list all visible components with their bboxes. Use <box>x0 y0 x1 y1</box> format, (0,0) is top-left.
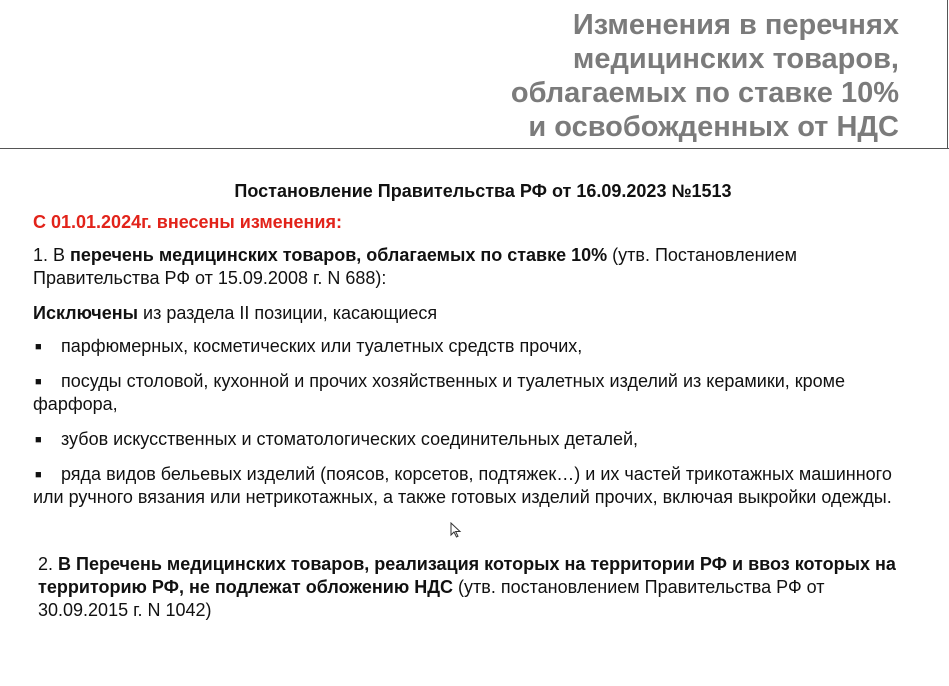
item-1-suffix: (утв. Постановлением Правительства РФ от 15.09.2008 г. N 688): <box>33 245 797 288</box>
excluded-bold: Исключены <box>33 303 139 323</box>
header-divider <box>0 148 949 149</box>
item-2-prefix: 2. <box>38 554 59 574</box>
list-item-text: посуды столовой, кухонной и прочих хозяйственных и туалетных изделий из керамики, кроме фарфора, <box>33 371 846 414</box>
bullet-icon: ■ <box>35 434 42 446</box>
changes-heading: С 01.01.2024г. внесены изменения: <box>33 212 342 232</box>
item-1-paragraph <box>33 244 913 290</box>
item-1-prefix: 1. В <box>33 245 71 265</box>
bullet-icon: ■ <box>35 376 42 388</box>
list-item-text: зубов искусственных и стоматологических соединительных деталей, <box>61 429 639 449</box>
list-item-text: парфюмерных, косметических или туалетных средств прочих, <box>61 336 583 356</box>
excluded-text: из раздела II позиции, касающиеся <box>138 303 438 323</box>
excluded-list <box>33 335 913 509</box>
list-item <box>33 335 913 358</box>
slide-body <box>33 180 913 622</box>
slide-title-line: облагаемых по ставке 10% <box>510 77 899 109</box>
list-item-text: ряда видов бельевых изделий (поясов, корсетов, подтяжек…) и их частей трикотажных машинного или ручного вязания или нетрикотажных, а также готовых изделий прочих, включая выкройки одежды. <box>33 464 892 507</box>
bullet-icon: ■ <box>35 469 42 481</box>
list-item <box>33 370 913 416</box>
item-1-bold: перечень медицинских товаров, облагаемых по ставке 10% <box>70 245 608 265</box>
list-item <box>33 463 913 509</box>
list-item <box>33 428 913 451</box>
bullet-icon: ■ <box>35 341 42 353</box>
decree-heading: Постановление Правительства РФ от 16.09.2023 №1513 <box>234 181 732 201</box>
slide-title <box>379 8 899 144</box>
header-divider-vertical <box>947 0 948 149</box>
slide-title-line: и освобожденных от НДС <box>528 111 899 143</box>
slide-title-line: Изменения в перечнях <box>572 9 899 41</box>
item-2-paragraph <box>33 553 913 622</box>
item-2-bold: В Перечень медицинских товаров, реализация которых на территории РФ и ввоз которых на территорию РФ, не подлежат обложению НДС <box>38 554 896 597</box>
excluded-paragraph <box>33 302 913 325</box>
slide-title-line: медицинских товаров, <box>572 43 899 75</box>
mouse-pointer-icon <box>450 522 462 538</box>
item-2-suffix: (утв. постановлением Правительства РФ от 30.09.2015 г. N 1042) <box>38 577 825 620</box>
